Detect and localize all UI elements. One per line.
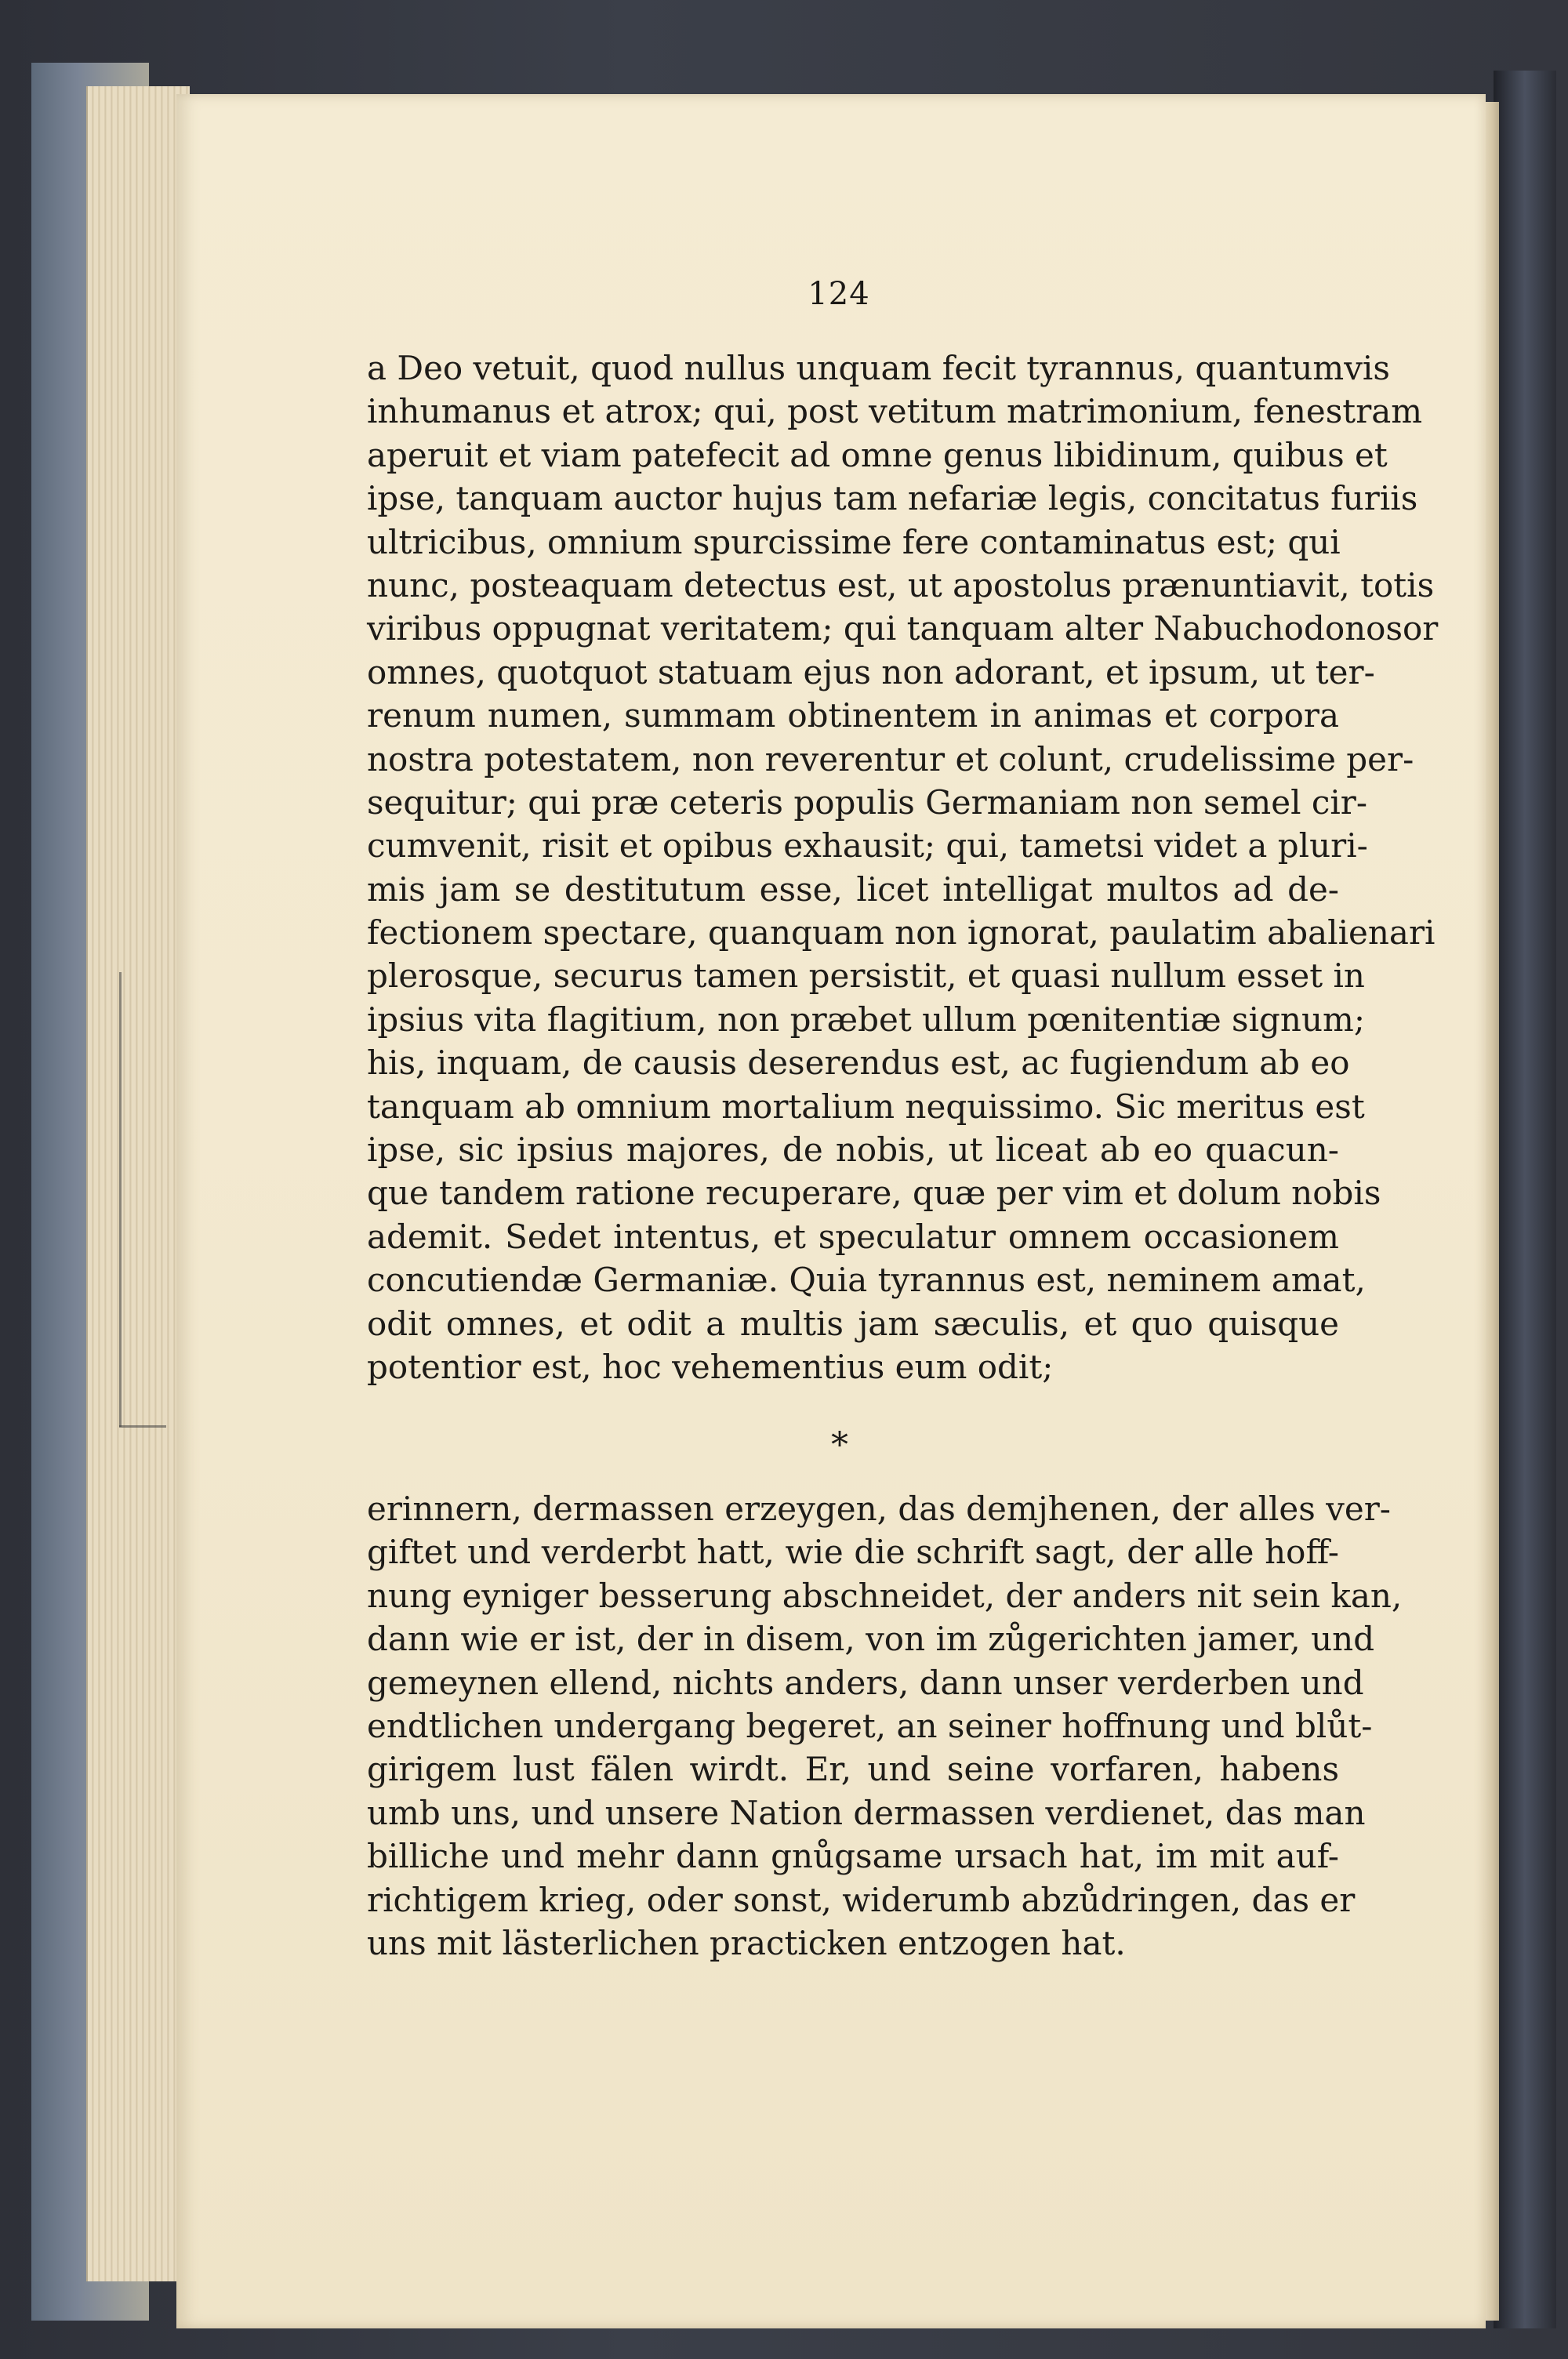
latin-text-line: sequitur; qui præ ceteris populis Germaniam non semel cir- [367,782,1368,822]
latin-text-line: concutiendæ Germaniæ. Quia tyrannus est, neminem amat, [367,1261,1366,1300]
german-text-line: richtigem krieg, oder sonst, widerumb abzůdringen, das er [367,1880,1356,1919]
latin-text-line: aperuit et viam patefecit ad omne genus libidinum, quibus et [367,435,1388,474]
page-stack-edge [86,86,190,2281]
german-text-line: billiche und mehr dann gnůgsame ursach hat, im mit auf- [367,1837,1339,1876]
german-text-line: dann wie er ist, der in disem, von im zůgerichten jamer, und [367,1620,1375,1659]
german-paragraph [367,1487,1403,1965]
latin-text-line: ademit. Sedet intentus, et speculatur omnem occasionem [367,1217,1339,1256]
page-number: 124 [808,276,870,312]
latin-text-line: cumvenit, risit et opibus exhausit; qui, tametsi videt a pluri- [367,826,1368,866]
german-text-line: giftet und verderbt hatt, wie die schrift sagt, der alle hoff- [367,1533,1339,1572]
latin-text-line: mis jam se destitutum esse, licet intelligat multos ad de- [367,869,1339,909]
margin-pencil-mark-foot [119,1425,166,1428]
german-text-line: erinnern, dermassen erzeygen, das demjhenen, der alles ver- [367,1490,1391,1528]
latin-text-line: ipsius vita flagitium, non præbet ullum pœnitentiæ signum; [367,1000,1366,1039]
german-text-line: nung eyniger besserung abschneidet, der anders nit sein kan, [367,1576,1403,1615]
german-text-line: uns mit lästerlichen practicken entzogen hat. [367,1923,1126,1962]
section-separator: * [831,1425,848,1465]
latin-text-line: inhumanus et atrox; qui, post vetitum matrimonium, fenestram [367,392,1423,431]
latin-text-line: renum numen, summam obtinentem in animas et corpora [367,696,1339,735]
latin-text-line: viribus oppugnat veritatem; qui tanquam alter Nabuchodonosor [367,609,1439,648]
german-text-line: girigem lust fälen wirdt. Er, und seine vorfaren, habens [367,1750,1339,1789]
latin-text-line: odit omnes, et odit a multis jam sæculis, et quo quisque [367,1304,1339,1343]
german-text-line: gemeynen ellend, nichts anders, dann unser verderben und [367,1663,1364,1702]
german-text-line: endtlichen undergang begeret, an seiner hoffnung und blůt- [367,1706,1373,1745]
latin-text-line: nunc, posteaquam detectus est, ut apostolus prænuntiavit, totis [367,565,1435,604]
latin-text-line: his, inquam, de causis deserendus est, ac fugiendum ab eo [367,1043,1350,1083]
latin-paragraph [367,347,1439,1388]
latin-text-line: potentior est, hoc vehementius eum odit; [367,1347,1054,1386]
latin-text-line: fectionem spectare, quanquam non ignorat, paulatim abalienari [367,913,1436,953]
latin-text-line: a Deo vetuit, quod nullus unquam fecit tyrannus, quantumvis [367,349,1390,387]
margin-pencil-mark [119,972,122,1427]
book-cover-right [1494,71,1556,2328]
latin-text-line: tanquam ab omnium mortalium nequissimo. Sic meritus est [367,1087,1365,1126]
latin-text-line: que tandem ratione recuperare, quæ per vim et dolum nobis [367,1174,1381,1213]
german-text-line: umb uns, und unsere Nation dermassen verdienet, das man [367,1793,1366,1832]
latin-text-line: ipse, sic ipsius majores, de nobis, ut liceat ab eo quacun- [367,1131,1339,1170]
latin-text-line: ultricibus, omnium spurcissime fere contaminatus est; qui [367,522,1341,561]
latin-text-line: ipse, tanquam auctor hujus tam nefariæ legis, concitatus furiis [367,479,1418,518]
latin-text-line: omnes, quotquot statuam ejus non adorant, et ipsum, ut ter- [367,652,1375,691]
latin-text-line: nostra potestatem, non reverentur et colunt, crudelissime per- [367,739,1414,778]
latin-text-line: plerosque, securus tamen persistit, et quasi nullum esset in [367,956,1365,996]
